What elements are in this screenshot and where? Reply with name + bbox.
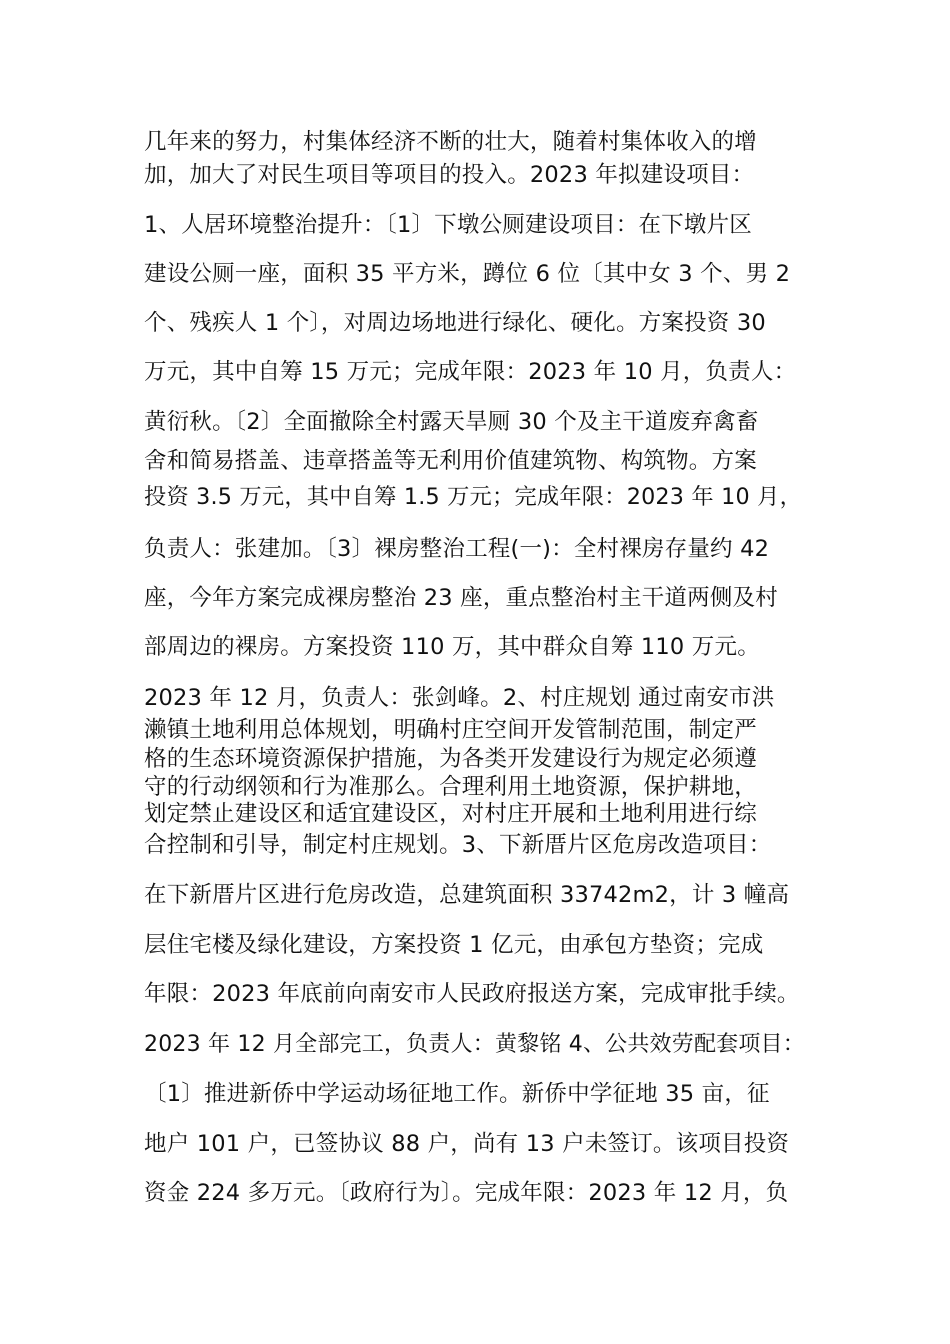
text-line: 加，加大了对民生项目等项目的投入。2023 年拟建设项目： xyxy=(144,162,755,188)
text-line: 划定禁止建设区和适宜建设区，对村庄开展和土地利用进行综 xyxy=(144,801,757,827)
text-line: 建设公厕一座，面积 35 平方米，蹲位 6 位〔其中女 3 个、男 2 xyxy=(144,261,791,287)
text-line: 资金 224 多万元。〔政府行为〕。完成年限：2023 年 12 月，负 xyxy=(144,1180,789,1206)
text-line: 合控制和引导，制定村庄规划。3、下新厝片区危房改造项目： xyxy=(144,832,772,858)
text-line: 年限：2023 年底前向南安市人民政府报送方案，完成审批手续。 xyxy=(144,981,800,1007)
text-line: 舍和简易搭盖、违章搭盖等无利用价值建筑物、构筑物。方案 xyxy=(144,448,757,474)
text-line: 1、人居环境整治提升：〔1〕下墩公厕建设项目：在下墩片区 xyxy=(144,212,752,238)
text-line: 格的生态环境资源保护措施，为各类开发建设行为规定必须遵 xyxy=(144,746,757,772)
text-line: 地户 101 户，已签协议 88 户，尚有 13 户未签订。该项目投资 xyxy=(144,1131,790,1157)
text-line: 濑镇土地利用总体规划，明确村庄空间开发管制范围，制定严 xyxy=(144,717,757,743)
text-line: 部周边的裸房。方案投资 110 万，其中群众自筹 110 万元。 xyxy=(144,634,760,660)
text-line: 投资 3.5 万元，其中自筹 1.5 万元；完成年限：2023 年 10 月， xyxy=(144,484,803,510)
text-line: 2023 年 12 月，负责人：张剑峰。2、村庄规划 通过南安市洪 xyxy=(144,685,775,711)
text-line: 守的行动纲领和行为准那么。合理利用土地资源，保护耕地， xyxy=(144,774,757,800)
text-line: 几年来的努力，村集体经济不断的壮大，随着村集体收入的增 xyxy=(144,129,757,155)
text-line: 2023 年 12 月全部完工，负责人：黄黎铭 4、公共效劳配套项目： xyxy=(144,1032,805,1057)
text-line: 层住宅楼及绿化建设，方案投资 1 亿元，由承包方垫资；完成 xyxy=(144,932,764,958)
text-line: 〔1〕推进新侨中学运动场征地工作。新侨中学征地 35 亩，征 xyxy=(144,1081,770,1107)
text-line: 黄衍秋。〔2〕全面撤除全村露天旱厕 30 个及主干道废弃禽畜 xyxy=(144,409,759,435)
text-line: 负责人：张建加。〔3〕裸房整治工程(一)：全村裸房存量约 42 xyxy=(144,536,770,562)
text-line: 在下新厝片区进行危房改造，总建筑面积 33742m2，计 3 幢高 xyxy=(144,882,790,908)
text-line: 个、残疾人 1 个〕，对周边场地进行绿化、硬化。方案投资 30 xyxy=(144,310,766,336)
text-line: 万元，其中自筹 15 万元；完成年限：2023 年 10 月，负责人： xyxy=(144,359,797,385)
text-line: 座，今年方案完成裸房整治 23 座，重点整治村主干道两侧及村 xyxy=(144,585,778,611)
